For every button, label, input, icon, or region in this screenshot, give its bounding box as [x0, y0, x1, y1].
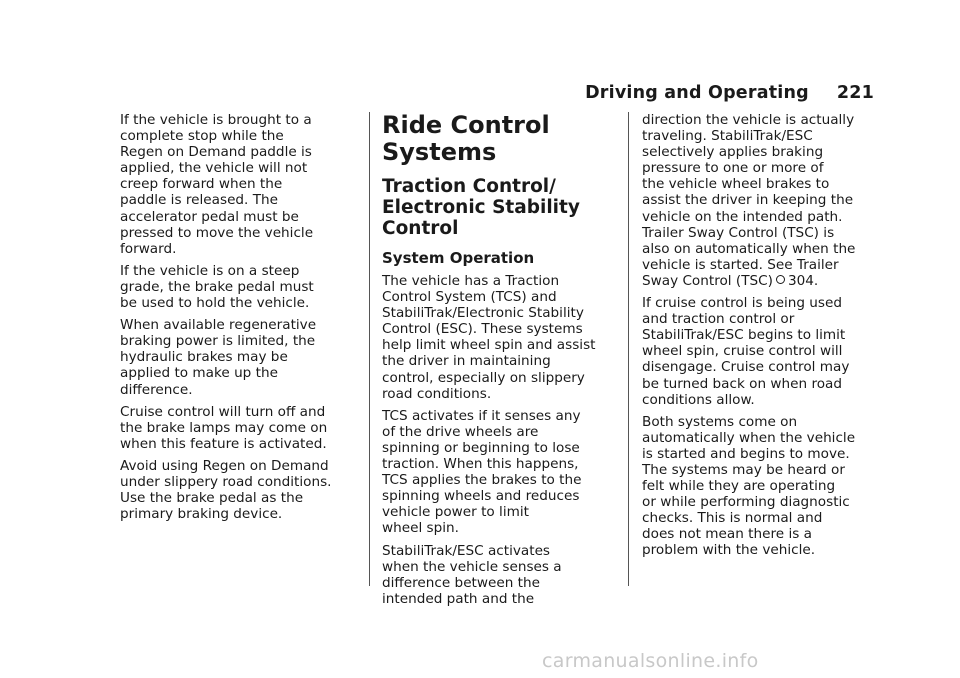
paragraph: If cruise control is being used and traction control or StabiliTrak/ESC begins to limit wheel spin, cruise control will disengage. Cruise control may be turned back on when road conditions allow. [642, 295, 850, 408]
page-reference-icon [776, 275, 785, 284]
column-1 [120, 112, 358, 528]
section-heading: Traction Control/ Electronic Stability Control [382, 176, 580, 239]
paragraph: Avoid using Regen on Demand under slippery road conditions. Use the brake pedal as the primary braking device. [120, 457, 332, 523]
paragraph: If the vehicle is brought to a complete stop while the Regen on Demand paddle is applied, the vehicle will not creep forward when the paddle is released. The accelerator pedal must be pressed to move the vehicle forward. [120, 112, 314, 257]
paragraph-text: direction the vehicle is actually traveling. StabiliTrak/ESC selectively applies braking pressure to one or more of the vehicle wheel brakes to assist the driver in keeping the vehicle on the intended path. Trailer Sway Control (TSC) is also on automatically when the vehicle is started. See Trailer Sway Control (TSC) [642, 112, 856, 289]
watermark: carmanualsonline.info [542, 650, 759, 672]
paragraph: Both systems come on automatically when the vehicle is started and begins to move. The systems may be heard or felt while they are operating or while performing diagnostic checks. This is normal and does not mean there is a problem with the vehicle. [642, 413, 856, 559]
page-reference-link[interactable]: 304. [787, 272, 819, 289]
paragraph: When available regenerative braking power is limited, the hydraulic brakes may be applied to make up the difference. [120, 317, 317, 398]
paragraph [642, 112, 882, 289]
column-2 [382, 112, 620, 613]
column-divider [628, 112, 629, 586]
page-header [585, 83, 874, 103]
paragraph: Cruise control will turn off and the brake lamps may come on when this feature is activated. [120, 403, 328, 452]
paragraph: If the vehicle is on a steep grade, the brake pedal must be used to hold the vehicle. [120, 262, 314, 312]
page-number: 221 [836, 83, 874, 103]
column-divider [369, 112, 370, 586]
chapter-heading: Ride Control Systems [382, 111, 550, 166]
section-title: Driving and Operating [585, 83, 809, 103]
paragraph: The vehicle has a Traction Control System (TCS) and StabiliTrak/Electronic Stability Control (ESC). These systems help limit wheel spin and assist the driver in maintaining control, especially on slippery road conditions. [382, 273, 596, 402]
column-3 [642, 112, 882, 565]
paragraph: TCS activates if it senses any of the drive wheels are spinning or beginning to lose traction. When this happens, TCS applies the brakes to the spinning wheels and reduces vehicle power to limit wheel spin. [382, 407, 582, 537]
paragraph: StabiliTrak/ESC activates when the vehicle senses a difference between the intended path and the [382, 542, 562, 607]
subsection-heading: System Operation [382, 249, 535, 267]
